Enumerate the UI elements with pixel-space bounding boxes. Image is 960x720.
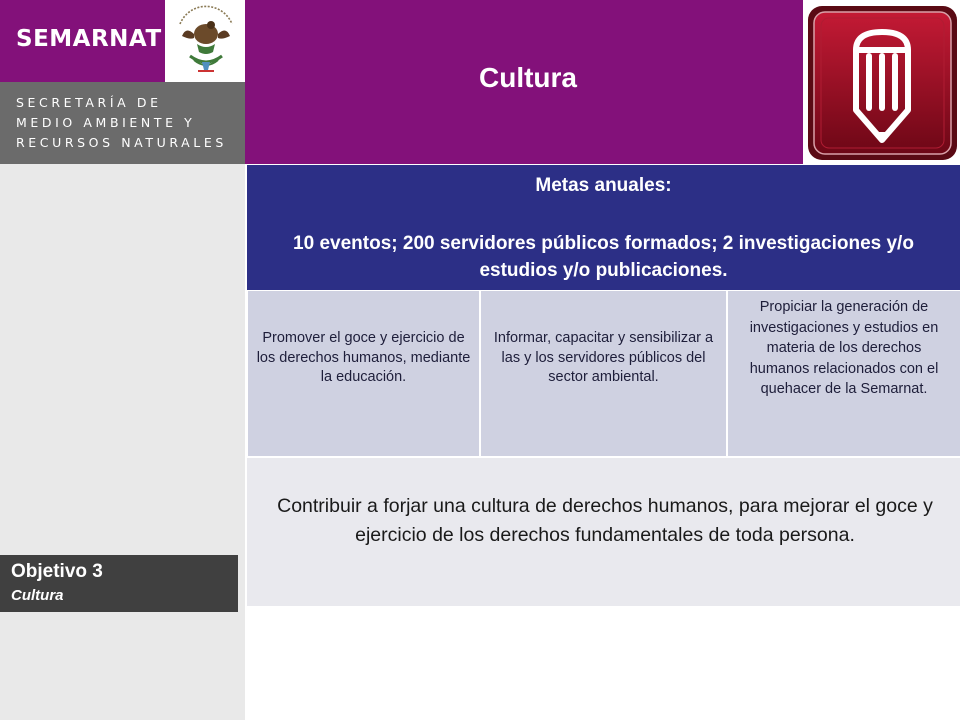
semarnat-logo: SEMARNAT <box>16 26 162 52</box>
pencil-icon <box>806 4 959 162</box>
annual-goals-title: Metas anuales: <box>535 175 672 196</box>
objective-statement: Contribuir a forjar una cultura de derechos humanos, para mejorar el goce y ejercicio de los derechos fundamentales de toda persona. <box>277 495 933 546</box>
ministry-line: SECRETARÍA DE <box>16 95 162 110</box>
ministry-line: RECURSOS NATURALES <box>16 135 227 150</box>
strategy-text: Promover el goce y ejercicio de los derechos humanos, mediante la educación. <box>256 330 471 385</box>
strategy-cell <box>248 291 479 456</box>
ministry-line: MEDIO AMBIENTE Y <box>16 115 196 130</box>
page-title: Cultura <box>479 62 577 93</box>
objective-subtitle: Cultura <box>11 587 64 604</box>
annual-goals-text: 10 eventos; 200 servidores públicos formados; 2 investigaciones y/o estudios y/o publicaciones. <box>293 233 914 281</box>
strategy-cell <box>728 291 960 456</box>
strategy-cell <box>481 291 726 456</box>
mexican-coat-of-arms-icon <box>172 4 240 78</box>
objective-title: Objetivo 3 <box>11 561 103 582</box>
sidebar <box>0 164 245 720</box>
strategy-text: Propiciar la generación de investigaciones y estudios en materia de los derechos humanos relacionados con el quehacer de la Semarnat. <box>749 299 939 397</box>
ministry-name-block <box>0 82 245 164</box>
strategy-text: Informar, capacitar y sensibilizar a las y los servidores públicos del sector ambiental. <box>493 330 714 385</box>
